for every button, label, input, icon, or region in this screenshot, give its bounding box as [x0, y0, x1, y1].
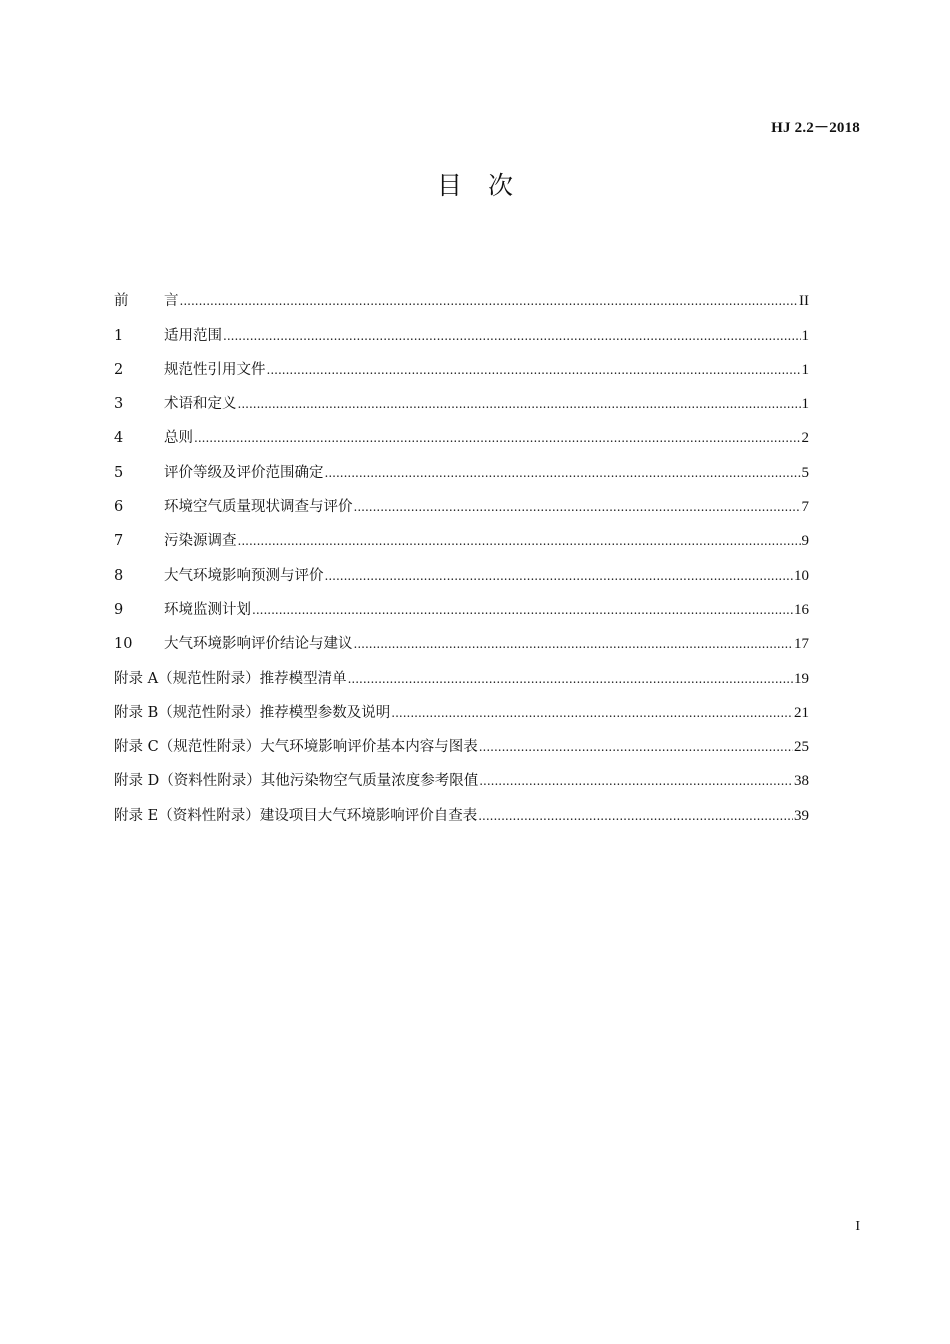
toc-leader-dots [223, 327, 801, 345]
toc-entry-page: 1 [801, 361, 809, 378]
toc-entry[interactable] [114, 413, 809, 447]
toc-entry-number: 5 [114, 464, 124, 481]
toc-entry-number: 2 [114, 361, 124, 378]
toc-entry-title: 总则 [164, 430, 193, 447]
toc-entry-title: 言 [164, 293, 179, 310]
toc-leader-dots [180, 292, 799, 310]
toc-entry-title: 其他污染物空气质量浓度参考限值 [260, 773, 479, 790]
toc-entry-page: II [799, 293, 809, 310]
toc-entry-title: 大气环境影响预测与评价 [164, 567, 324, 584]
toc-leader-dots [238, 532, 801, 550]
toc-entry[interactable] [114, 619, 809, 653]
toc-leader-dots [479, 772, 793, 790]
toc-leader-dots [348, 670, 793, 688]
toc-entry-page: 38 [794, 773, 809, 790]
toc-entry-number: 9 [114, 601, 124, 618]
toc-entry-number: 附录 D（资料性附录） [114, 773, 261, 790]
toc-entry-page: 25 [794, 739, 809, 756]
table-of-contents [114, 276, 809, 825]
toc-entry-page: 21 [794, 704, 809, 721]
toc-entry-number: 4 [114, 430, 124, 447]
toc-entry-page: 1 [801, 327, 809, 344]
toc-entry-page: 39 [794, 807, 809, 824]
toc-entry-title: 推荐模型清单 [259, 670, 347, 687]
toc-entry[interactable] [114, 550, 809, 584]
toc-entry-number: 附录 E（资料性附录） [114, 807, 260, 824]
toc-entry-number: 6 [114, 499, 124, 516]
toc-entry-page: 17 [794, 636, 809, 653]
toc-entry-number: 前 [114, 293, 129, 310]
toc-entry[interactable] [114, 379, 809, 413]
toc-entry-title: 环境空气质量现状调查与评价 [164, 499, 353, 516]
toc-entry[interactable] [114, 276, 809, 310]
toc-entry-title: 评价等级及评价范围确定 [164, 464, 324, 481]
toc-entry-page: 9 [801, 533, 809, 550]
page-number: I [855, 1219, 860, 1234]
toc-leader-dots [267, 361, 801, 379]
toc-entry-page: 16 [794, 601, 809, 618]
toc-entry-title: 推荐模型参数及说明 [259, 704, 391, 721]
toc-entry-page: 10 [794, 567, 809, 584]
toc-leader-dots [252, 601, 793, 619]
toc-entry-title: 大气环境影响评价结论与建议 [164, 636, 353, 653]
toc-entry-number: 7 [114, 533, 124, 550]
toc-entry[interactable] [114, 482, 809, 516]
toc-entry[interactable] [114, 688, 809, 722]
toc-entry[interactable] [114, 447, 809, 481]
toc-entry[interactable] [114, 585, 809, 619]
toc-leader-dots [354, 498, 801, 516]
toc-entry-page: 19 [794, 670, 809, 687]
toc-entry-page: 5 [801, 464, 809, 481]
toc-entry-number: 附录 C（规范性附录） [114, 739, 261, 756]
toc-entry-number: 附录 B（规范性附录） [114, 704, 260, 721]
toc-entry-page: 7 [801, 499, 809, 516]
toc-entry[interactable] [114, 790, 809, 824]
toc-entry-title: 大气环境影响评价基本内容与图表 [260, 739, 478, 756]
document-code: HJ 2.2－2018 [771, 120, 860, 136]
toc-leader-dots [325, 567, 794, 585]
toc-leader-dots [354, 635, 794, 653]
toc-entry[interactable] [114, 345, 809, 379]
toc-leader-dots [238, 395, 801, 413]
toc-entry-page: 1 [801, 396, 809, 413]
toc-entry-number: 3 [114, 396, 124, 413]
toc-leader-dots [325, 464, 801, 482]
page-title: 目次 [436, 171, 539, 200]
toc-leader-dots [194, 429, 801, 447]
toc-entry-number: 10 [114, 636, 133, 653]
toc-leader-dots [479, 738, 793, 756]
toc-entry[interactable] [114, 653, 809, 687]
toc-entry-title: 术语和定义 [164, 396, 237, 413]
toc-entry-title: 适用范围 [164, 327, 222, 344]
toc-entry[interactable] [114, 516, 809, 550]
toc-entry-title: 建设项目大气环境影响评价自查表 [259, 807, 478, 824]
toc-entry-title: 环境监测计划 [164, 601, 251, 618]
toc-entry[interactable] [114, 310, 809, 344]
toc-entry[interactable] [114, 756, 809, 790]
toc-leader-dots [478, 807, 793, 825]
toc-entry-page: 2 [801, 430, 809, 447]
toc-entry-number: 1 [114, 327, 124, 344]
toc-entry-number: 8 [114, 567, 124, 584]
toc-entry-number: 附录 A（规范性附录） [114, 670, 260, 687]
toc-entry-title: 污染源调查 [164, 533, 237, 550]
toc-entry[interactable] [114, 722, 809, 756]
toc-entry-title: 规范性引用文件 [164, 361, 266, 378]
toc-leader-dots [391, 704, 793, 722]
